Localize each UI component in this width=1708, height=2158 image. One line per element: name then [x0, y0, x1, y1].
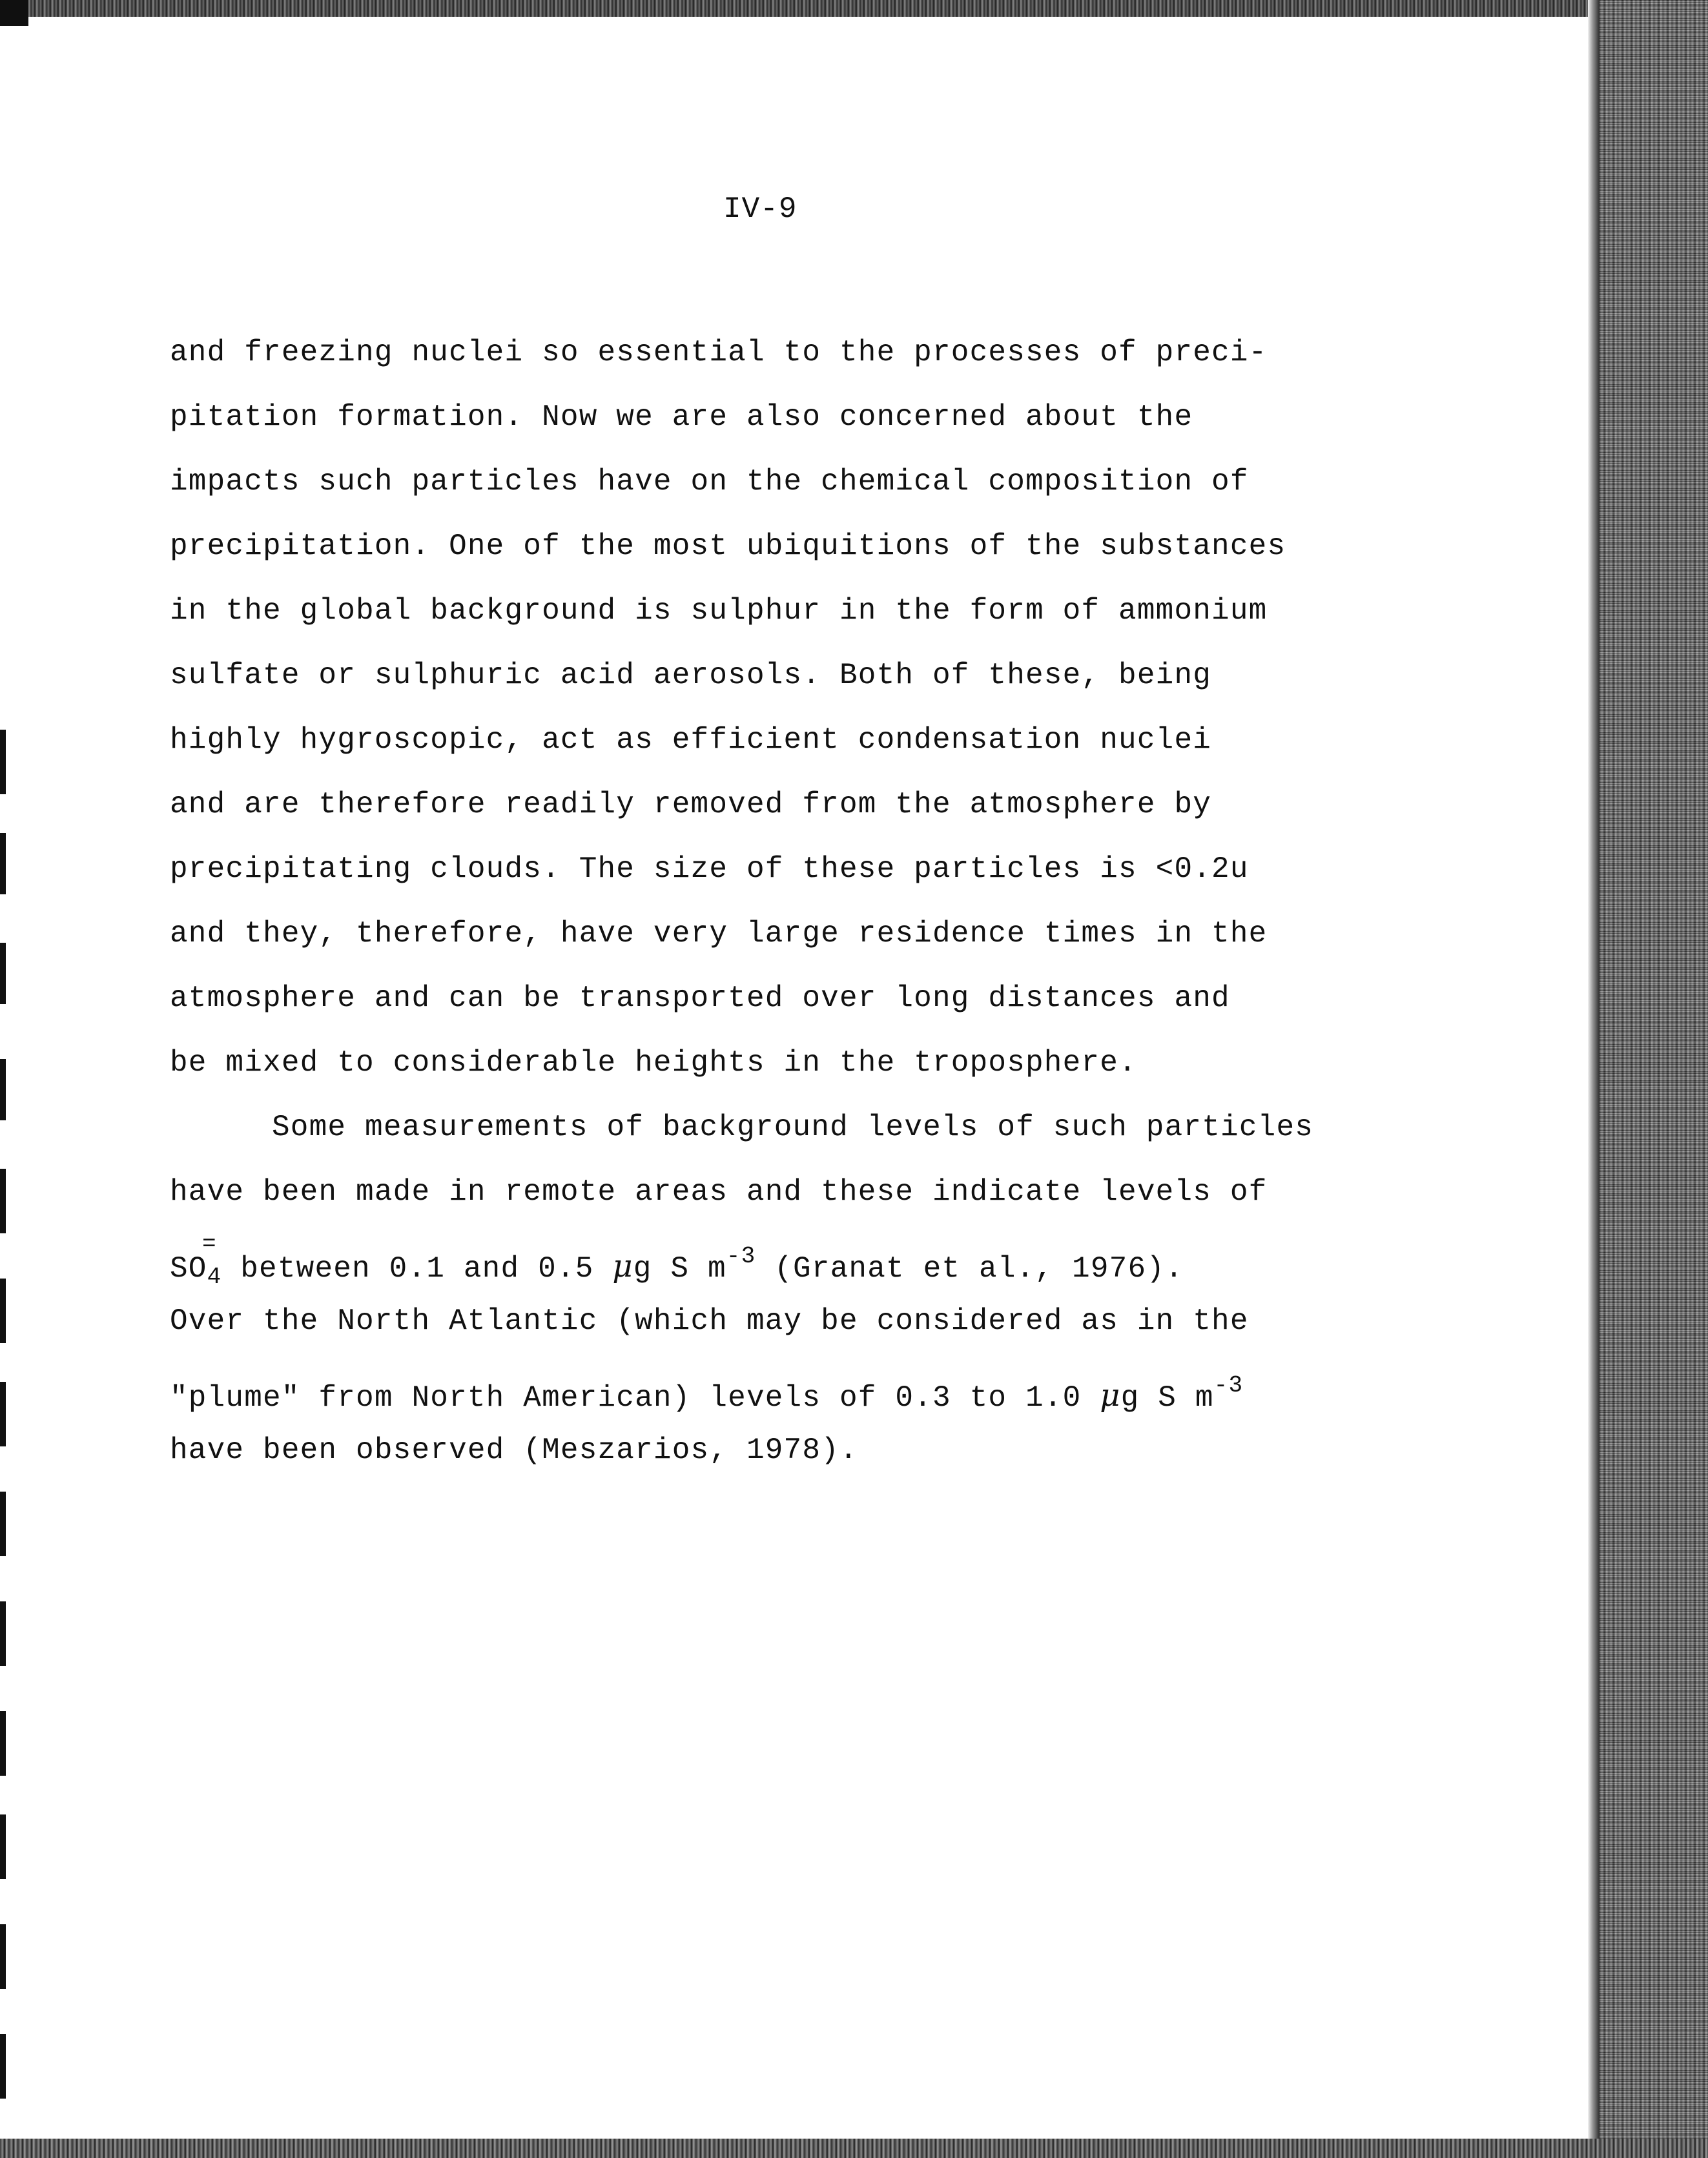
- text-line: and freezing nuclei so essential to the processes of preci-: [170, 336, 1268, 369]
- binding-mark: [0, 1601, 6, 1666]
- sulfate-formula: $SO_4$ =: [170, 1231, 222, 1290]
- scan-corner-mark: [0, 0, 28, 26]
- text-line: highly hygroscopic, act as efficient condensation nuclei: [170, 723, 1212, 757]
- binding-mark: [0, 1059, 6, 1120]
- scan-page-edge: [1588, 0, 1600, 2158]
- text-line-formula: "plume" from North American) levels of 0.3 to 1.0 μg S $m^{-3}$: [170, 1372, 1244, 1415]
- binding-mark: [0, 730, 6, 794]
- text-line: atmosphere and can be transported over long distances and: [170, 981, 1230, 1015]
- binding-mark: [0, 1924, 6, 1989]
- paragraph-2: [170, 1095, 1435, 1483]
- text-line: have been observed (Meszarios, 1978).: [170, 1434, 858, 1467]
- scan-border-bottom: [0, 2139, 1708, 2158]
- text-line: be mixed to considerable heights in the troposphere.: [170, 1046, 1137, 1080]
- text-line: sulfate or sulphuric acid aerosols. Both of these, being: [170, 659, 1212, 692]
- paragraph-1: [170, 320, 1435, 1095]
- document-body: [170, 320, 1435, 1483]
- binding-mark: [0, 1279, 6, 1343]
- text-line: have been made in remote areas and these indicate levels of: [170, 1175, 1268, 1209]
- text-line: pitation formation. Now we are also concerned about the: [170, 400, 1193, 434]
- page-number: IV-9: [723, 192, 797, 226]
- text-line: Over the North Atlantic (which may be considered as in the: [170, 1304, 1249, 1338]
- text-line: Some measurements of background levels of such particles: [272, 1111, 1314, 1144]
- text-line: precipitating clouds. The size of these particles is <0.2u: [170, 852, 1249, 886]
- binding-mark: [0, 1814, 6, 1879]
- binding-mark: [0, 1169, 6, 1233]
- text-line: impacts such particles have on the chemical composition of: [170, 465, 1249, 498]
- binding-mark: [0, 1382, 6, 1446]
- binding-mark: [0, 1711, 6, 1776]
- binding-mark: [0, 943, 6, 1004]
- text-line: and they, therefore, have very large residence times in the: [170, 917, 1268, 951]
- text-line: and are therefore readily removed from the atmosphere by: [170, 788, 1212, 821]
- text-line-formula: $SO_4$ = between 0.1 and 0.5 μg S $m^{-3}$ (Granat et al., 1976).: [170, 1224, 1435, 1289]
- binding-mark: [0, 1492, 6, 1556]
- scan-border-top: [0, 0, 1708, 17]
- scan-border-right: [1600, 0, 1708, 2158]
- binding-mark: [0, 2034, 6, 2099]
- text-line: precipitation. One of the most ubiquitions of the substances: [170, 529, 1286, 563]
- binding-mark: [0, 833, 6, 894]
- text-line: in the global background is sulphur in the form of ammonium: [170, 594, 1268, 628]
